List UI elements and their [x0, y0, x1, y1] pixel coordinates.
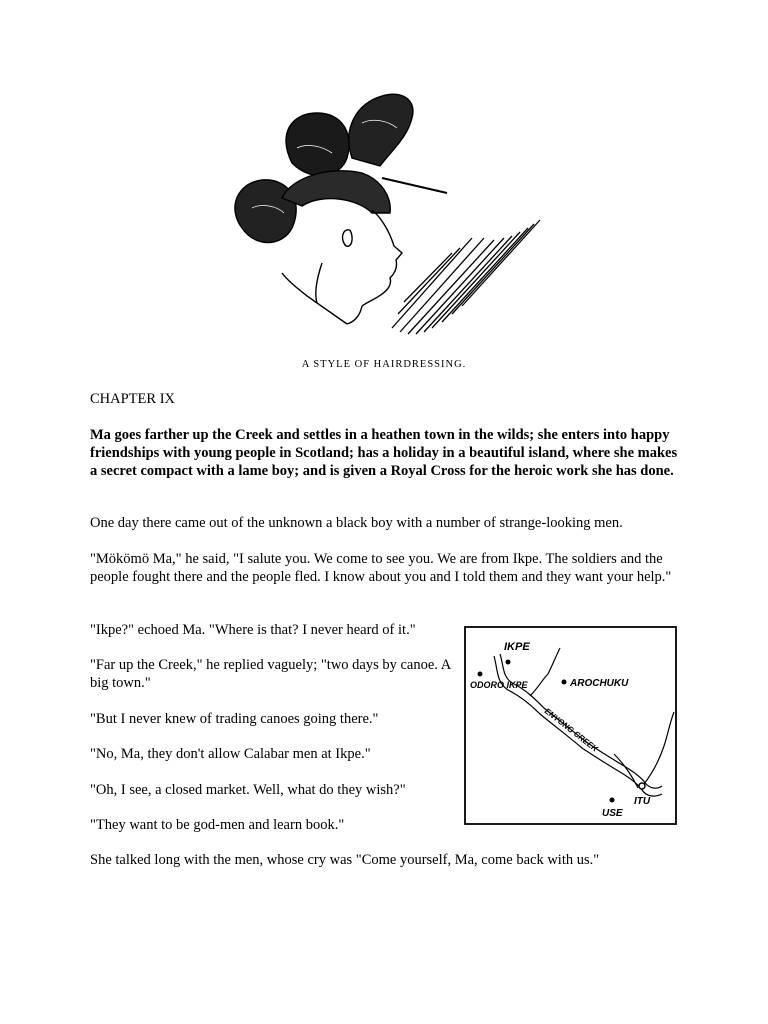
paragraph: "Far up the Creek," he replied vaguely; "two days by canoe. A big town.": [90, 657, 451, 691]
chapter-heading: CHAPTER IX: [90, 391, 175, 407]
label-itu: ITU: [634, 796, 651, 807]
chapter-summary: Ma goes farther up the Creek and settles in a heathen town in the wilds; she enters into happy friendships with young people in Scotland; has a holiday in a beautiful island, where she makes a secret compact with a lame boy; and is given a Royal Cross for the heroic work she has done.: [90, 427, 678, 479]
itu-marker: [639, 783, 645, 789]
label-creek: ENYONG CREEK: [542, 706, 600, 754]
label-use: USE: [602, 808, 623, 819]
paragraph: "No, Ma, they don't allow Calabar men at Ikpe.": [90, 746, 371, 762]
hairdressing-illustration: [222, 88, 552, 338]
paragraph: "They want to be god-men and learn book.": [90, 817, 345, 833]
paragraph: "Oh, I see, a closed market. Well, what do they wish?": [90, 782, 406, 798]
use-marker: [610, 798, 615, 803]
label-ikpe: IKPE: [504, 641, 530, 653]
paragraph: "Mökömö Ma," he said, "I salute you. We come to see you. We are from Ikpe. The soldiers and the people fought there and the people fled. I know about you and I told them and they want your help.": [90, 551, 672, 585]
label-arochuku: AROCHUKU: [570, 678, 629, 689]
label-odoro-ikpe: ODORO IKPE: [470, 680, 528, 690]
illustration-caption: A STYLE OF HAIRDRESSING.: [301, 359, 467, 370]
paragraph: She talked long with the men, whose cry was "Come yourself, Ma, come back with us.": [90, 852, 600, 868]
odoro-ikpe-marker: [478, 672, 483, 677]
arochuku-marker: [562, 680, 567, 685]
creek-map: [464, 626, 677, 825]
ikpe-marker: [506, 660, 511, 665]
paragraph: "But I never knew of trading canoes going there.": [90, 711, 379, 727]
paragraph: "Ikpe?" echoed Ma. "Where is that? I never heard of it.": [90, 622, 416, 638]
paragraph: One day there came out of the unknown a black boy with a number of strange-looking men.: [90, 515, 623, 531]
